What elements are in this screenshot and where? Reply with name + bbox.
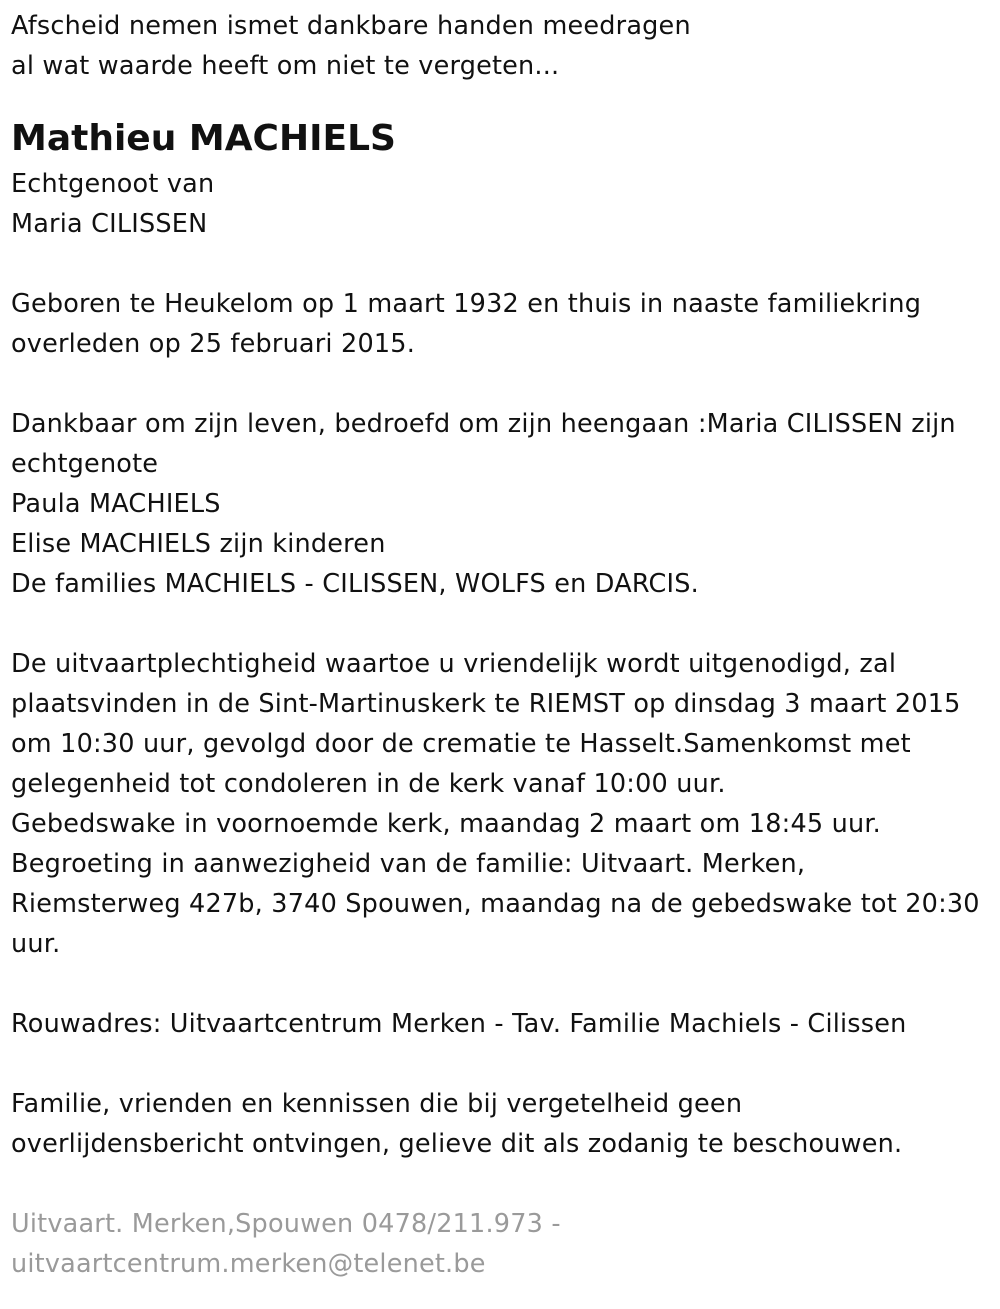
mourners-line: Dankbaar om zijn leven, bedroefd om zijn heengaan :Maria CILISSEN zijn [11, 409, 956, 439]
notice-line: overlijdensbericht ontvingen, gelieve dit als zodanig te beschouwen. [11, 1129, 903, 1159]
mourners-line: echtgenote [11, 449, 159, 479]
mourners-line: Elise MACHIELS zijn kinderen [11, 529, 386, 559]
deceased-name: Mathieu MACHIELS [11, 118, 396, 159]
paragraph-gap [11, 604, 1000, 644]
paragraph-gap [11, 364, 1000, 404]
spouse-name: Maria CILISSEN [11, 209, 208, 239]
mourners-line: De families MACHIELS - CILISSEN, WOLFS en DARCIS. [11, 569, 699, 599]
mourners-paragraph [11, 404, 1000, 604]
ceremony-line: Riemsterweg 427b, 3740 Spouwen, maandag na de gebedswake tot 20:30 [11, 889, 980, 919]
ceremony-line: om 10:30 uur, gevolgd door de crematie te Hasselt.Samenkomst met [11, 729, 911, 759]
birth-death-line: Geboren te Heukelom op 1 maart 1932 en thuis in naaste familiekring [11, 289, 922, 319]
ceremony-line: De uitvaartplechtigheid waartoe u vriendelijk wordt uitgenodigd, zal [11, 649, 897, 679]
paragraph-gap [11, 1044, 1000, 1084]
spouse-label: Echtgenoot van [11, 169, 215, 199]
mourning-address: Rouwadres: Uitvaartcentrum Merken - Tav. Familie Machiels - Cilissen [11, 1009, 907, 1039]
funeral-home-footer [11, 1204, 1000, 1284]
footer-contact: Uitvaart. Merken,Spouwen 0478/211.973 - [11, 1209, 561, 1239]
ceremony-line: uur. [11, 929, 61, 959]
birth-death-line: overleden op 25 februari 2015. [11, 329, 416, 359]
intro-verse [11, 6, 1000, 86]
footer-email[interactable]: uitvaartcentrum.merken@telenet.be [11, 1249, 486, 1279]
ceremony-line: plaatsvinden in de Sint-Martinuskerk te RIEMST op dinsdag 3 maart 2015 [11, 689, 961, 719]
ceremony-line: Gebedswake in voornoemde kerk, maandag 2 maart om 18:45 uur. [11, 809, 881, 839]
intro-line: Afscheid nemen ismet dankbare handen meedragen [11, 11, 691, 41]
notice-line: Familie, vrienden en kennissen die bij vergetelheid geen [11, 1089, 743, 1119]
paragraph-gap [11, 1164, 1000, 1204]
ceremony-line: gelegenheid tot condoleren in de kerk vanaf 10:00 uur. [11, 769, 726, 799]
birth-death-paragraph [11, 284, 1000, 364]
intro-line: al wat waarde heeft om niet te vergeten... [11, 51, 560, 81]
notice-paragraph [11, 1084, 1000, 1164]
ceremony-line: Begroeting in aanwezigheid van de familie: Uitvaart. Merken, [11, 849, 806, 879]
paragraph-gap [11, 964, 1000, 1004]
ceremony-paragraph [11, 644, 1000, 964]
mourners-line: Paula MACHIELS [11, 489, 221, 519]
paragraph-gap [11, 244, 1000, 284]
